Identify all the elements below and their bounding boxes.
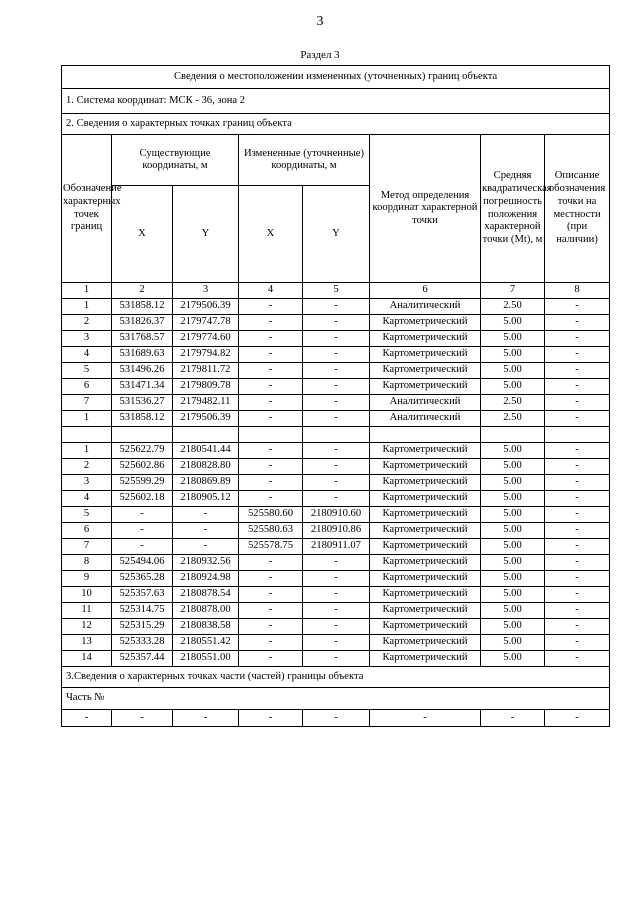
- existing-y-cell: -: [173, 507, 239, 523]
- method-cell: Картометрический: [370, 523, 481, 539]
- description-cell: -: [545, 507, 610, 523]
- table-row: [62, 651, 610, 667]
- description-cell: -: [545, 523, 610, 539]
- point-number-cell: 2: [62, 315, 112, 331]
- changed-x-cell: -: [239, 443, 303, 459]
- changed-y-cell: 2180911.07: [303, 539, 370, 555]
- description-cell: -: [545, 363, 610, 379]
- point-number-cell: 13: [62, 635, 112, 651]
- column-number: 5: [303, 283, 370, 299]
- existing-y-cell: -: [173, 710, 239, 727]
- method-cell: Картометрический: [370, 651, 481, 667]
- changed-y-cell: -: [303, 651, 370, 667]
- method-cell: Картометрический: [370, 555, 481, 571]
- table-row: [62, 379, 610, 395]
- existing-x-cell: 525333.28: [112, 635, 173, 651]
- existing-x-cell: 525599.29: [112, 475, 173, 491]
- header-changed-x: X: [239, 186, 303, 283]
- table-row: [62, 619, 610, 635]
- empty-cell: [173, 427, 239, 443]
- table-row: [62, 635, 610, 651]
- existing-x-cell: -: [112, 507, 173, 523]
- table-row: [62, 507, 610, 523]
- method-cell: Картометрический: [370, 459, 481, 475]
- accuracy-cell: 2.50: [481, 395, 545, 411]
- method-cell: Картометрический: [370, 571, 481, 587]
- existing-y-cell: -: [173, 539, 239, 555]
- empty-cell: [62, 427, 112, 443]
- point-number-cell: 10: [62, 587, 112, 603]
- accuracy-cell: 5.00: [481, 651, 545, 667]
- existing-x-cell: 525314.75: [112, 603, 173, 619]
- changed-y-cell: -: [303, 299, 370, 315]
- changed-y-cell: -: [303, 491, 370, 507]
- page-number: 3: [316, 14, 324, 29]
- changed-y-cell: -: [303, 555, 370, 571]
- point-number-cell: 2: [62, 459, 112, 475]
- point-number-cell: 1: [62, 299, 112, 315]
- method-cell: Картометрический: [370, 379, 481, 395]
- changed-y-cell: -: [303, 347, 370, 363]
- accuracy-cell: 5.00: [481, 347, 545, 363]
- point-number-cell: 4: [62, 347, 112, 363]
- existing-x-cell: 531858.12: [112, 299, 173, 315]
- empty-cell: [370, 427, 481, 443]
- changed-y-cell: -: [303, 411, 370, 427]
- changed-x-cell: -: [239, 315, 303, 331]
- method-cell: Аналитический: [370, 395, 481, 411]
- existing-x-cell: 531689.63: [112, 347, 173, 363]
- changed-x-cell: -: [239, 571, 303, 587]
- boundary-points-table: [61, 65, 610, 727]
- method-cell: Картометрический: [370, 347, 481, 363]
- coordinate-system: 1. Система координат: МСК - 36, зона 2: [62, 89, 610, 114]
- point-number-cell: 12: [62, 619, 112, 635]
- accuracy-cell: 5.00: [481, 603, 545, 619]
- changed-x-cell: -: [239, 475, 303, 491]
- accuracy-cell: 5.00: [481, 443, 545, 459]
- empty-cell: [239, 427, 303, 443]
- existing-y-cell: 2180541.44: [173, 443, 239, 459]
- existing-y-cell: 2180878.54: [173, 587, 239, 603]
- accuracy-cell: 5.00: [481, 507, 545, 523]
- changed-x-cell: -: [239, 651, 303, 667]
- description-cell: -: [545, 347, 610, 363]
- header-changed-coords: Измененные (уточненные) координаты, м: [239, 135, 370, 186]
- changed-y-cell: -: [303, 587, 370, 603]
- description-cell: -: [545, 331, 610, 347]
- accuracy-cell: 5.00: [481, 491, 545, 507]
- accuracy-cell: 2.50: [481, 411, 545, 427]
- accuracy-cell: 5.00: [481, 315, 545, 331]
- empty-cell: [112, 427, 173, 443]
- description-cell: -: [545, 299, 610, 315]
- description-cell: -: [545, 395, 610, 411]
- point-number-cell: 1: [62, 443, 112, 459]
- method-cell: Картометрический: [370, 443, 481, 459]
- column-number: 8: [545, 283, 610, 299]
- changed-x-cell: -: [239, 635, 303, 651]
- changed-x-cell: -: [239, 395, 303, 411]
- column-number: 1: [62, 283, 112, 299]
- part-heading: 3.Сведения о характерных точках части (частей) границы объекта: [62, 667, 610, 688]
- accuracy-cell: 5.00: [481, 635, 545, 651]
- accuracy-cell: 5.00: [481, 459, 545, 475]
- changed-y-cell: -: [303, 475, 370, 491]
- changed-x-cell: -: [239, 299, 303, 315]
- description-cell: -: [545, 459, 610, 475]
- existing-y-cell: 2180838.58: [173, 619, 239, 635]
- table-row: [62, 411, 610, 427]
- group-separator-row: [62, 427, 610, 443]
- table-row: [62, 347, 610, 363]
- point-number-cell: 9: [62, 571, 112, 587]
- column-number: 3: [173, 283, 239, 299]
- header-changed-y: Y: [303, 186, 370, 283]
- accuracy-cell: 5.00: [481, 475, 545, 491]
- changed-x-cell: -: [239, 411, 303, 427]
- point-number-cell: 1: [62, 411, 112, 427]
- description-cell: -: [545, 603, 610, 619]
- point-number-cell: 3: [62, 331, 112, 347]
- existing-x-cell: 525602.86: [112, 459, 173, 475]
- section-title: Раздел 3: [300, 49, 340, 61]
- table-row: [62, 523, 610, 539]
- existing-x-cell: 525622.79: [112, 443, 173, 459]
- points-heading: 2. Сведения о характерных точках границ объекта: [62, 114, 610, 135]
- point-number-cell: 8: [62, 555, 112, 571]
- description-cell: -: [545, 491, 610, 507]
- table-row: [62, 315, 610, 331]
- method-cell: Картометрический: [370, 491, 481, 507]
- changed-x-cell: -: [239, 603, 303, 619]
- changed-y-cell: -: [303, 603, 370, 619]
- description-cell: -: [545, 619, 610, 635]
- description-cell: -: [545, 710, 610, 727]
- changed-x-cell: -: [239, 347, 303, 363]
- existing-x-cell: 531496.26: [112, 363, 173, 379]
- column-number: 6: [370, 283, 481, 299]
- column-number: 2: [112, 283, 173, 299]
- point-number-cell: 7: [62, 539, 112, 555]
- column-number: 7: [481, 283, 545, 299]
- changed-x-cell: -: [239, 459, 303, 475]
- changed-y-cell: -: [303, 395, 370, 411]
- method-cell: Аналитический: [370, 299, 481, 315]
- changed-x-cell: 525580.63: [239, 523, 303, 539]
- description-cell: -: [545, 555, 610, 571]
- description-cell: -: [545, 539, 610, 555]
- description-cell: -: [545, 443, 610, 459]
- method-cell: Картометрический: [370, 587, 481, 603]
- point-number-cell: 6: [62, 523, 112, 539]
- changed-y-cell: -: [303, 363, 370, 379]
- accuracy-cell: 5.00: [481, 539, 545, 555]
- table-row: [62, 555, 610, 571]
- changed-x-cell: -: [239, 379, 303, 395]
- point-number-cell: -: [62, 710, 112, 727]
- table-row: [62, 363, 610, 379]
- existing-y-cell: 2179774.60: [173, 331, 239, 347]
- empty-cell: [545, 427, 610, 443]
- point-number-cell: 14: [62, 651, 112, 667]
- empty-cell: [303, 427, 370, 443]
- point-number-cell: 7: [62, 395, 112, 411]
- table-row: [62, 475, 610, 491]
- part-row: [62, 710, 610, 727]
- existing-y-cell: 2179747.78: [173, 315, 239, 331]
- accuracy-cell: 5.00: [481, 363, 545, 379]
- existing-y-cell: 2179482.11: [173, 395, 239, 411]
- existing-x-cell: 531826.37: [112, 315, 173, 331]
- changed-x-cell: -: [239, 587, 303, 603]
- description-cell: -: [545, 315, 610, 331]
- point-number-cell: 11: [62, 603, 112, 619]
- existing-x-cell: 531858.12: [112, 411, 173, 427]
- accuracy-cell: 5.00: [481, 555, 545, 571]
- table-row: [62, 299, 610, 315]
- method-cell: Картометрический: [370, 331, 481, 347]
- existing-y-cell: 2179794.82: [173, 347, 239, 363]
- existing-y-cell: 2180828.80: [173, 459, 239, 475]
- table-title: Сведения о местоположении измененных (уточненных) границ объекта: [62, 66, 610, 89]
- header-existing-coords: Существующие координаты, м: [112, 135, 239, 186]
- existing-x-cell: -: [112, 539, 173, 555]
- changed-x-cell: -: [239, 491, 303, 507]
- table-row: [62, 603, 610, 619]
- header-designation: Обозначение характерных точек границ: [62, 135, 112, 283]
- point-number-cell: 4: [62, 491, 112, 507]
- existing-x-cell: -: [112, 710, 173, 727]
- table-row: [62, 539, 610, 555]
- accuracy-cell: 5.00: [481, 331, 545, 347]
- column-number: 4: [239, 283, 303, 299]
- existing-x-cell: 525365.28: [112, 571, 173, 587]
- changed-y-cell: -: [303, 315, 370, 331]
- point-number-cell: 5: [62, 363, 112, 379]
- method-cell: Картометрический: [370, 363, 481, 379]
- method-cell: Аналитический: [370, 411, 481, 427]
- existing-x-cell: 531471.34: [112, 379, 173, 395]
- changed-y-cell: -: [303, 379, 370, 395]
- changed-y-cell: 2180910.86: [303, 523, 370, 539]
- table-row: [62, 587, 610, 603]
- point-number-cell: 6: [62, 379, 112, 395]
- table-row: [62, 491, 610, 507]
- existing-x-cell: 525494.06: [112, 555, 173, 571]
- changed-y-cell: -: [303, 710, 370, 727]
- accuracy-cell: 5.00: [481, 587, 545, 603]
- method-cell: Картометрический: [370, 635, 481, 651]
- point-number-cell: 5: [62, 507, 112, 523]
- accuracy-cell: 2.50: [481, 299, 545, 315]
- existing-x-cell: -: [112, 523, 173, 539]
- description-cell: -: [545, 379, 610, 395]
- column-number-row: [62, 283, 610, 299]
- empty-cell: [481, 427, 545, 443]
- table-row: [62, 459, 610, 475]
- changed-x-cell: -: [239, 619, 303, 635]
- existing-y-cell: 2179506.39: [173, 411, 239, 427]
- existing-x-cell: 531536.27: [112, 395, 173, 411]
- description-cell: -: [545, 411, 610, 427]
- existing-x-cell: 525357.44: [112, 651, 173, 667]
- changed-x-cell: -: [239, 331, 303, 347]
- existing-x-cell: 525602.18: [112, 491, 173, 507]
- changed-y-cell: -: [303, 443, 370, 459]
- changed-y-cell: 2180910.60: [303, 507, 370, 523]
- method-cell: Картометрический: [370, 475, 481, 491]
- header-description: Описание обозначения точки на местности (при наличии): [545, 135, 610, 283]
- existing-y-cell: -: [173, 523, 239, 539]
- existing-y-cell: 2180905.12: [173, 491, 239, 507]
- changed-x-cell: -: [239, 710, 303, 727]
- method-cell: Картометрический: [370, 603, 481, 619]
- existing-y-cell: 2180924.98: [173, 571, 239, 587]
- changed-y-cell: -: [303, 571, 370, 587]
- method-cell: Картометрический: [370, 507, 481, 523]
- table-row: [62, 331, 610, 347]
- changed-x-cell: -: [239, 555, 303, 571]
- changed-x-cell: 525578.75: [239, 539, 303, 555]
- existing-y-cell: 2179809.78: [173, 379, 239, 395]
- accuracy-cell: 5.00: [481, 379, 545, 395]
- accuracy-cell: 5.00: [481, 523, 545, 539]
- description-cell: -: [545, 587, 610, 603]
- table-row: [62, 443, 610, 459]
- existing-y-cell: 2180878.00: [173, 603, 239, 619]
- description-cell: -: [545, 475, 610, 491]
- changed-x-cell: -: [239, 363, 303, 379]
- existing-y-cell: 2180551.42: [173, 635, 239, 651]
- accuracy-cell: 5.00: [481, 619, 545, 635]
- table-row: [62, 395, 610, 411]
- existing-y-cell: 2179811.72: [173, 363, 239, 379]
- accuracy-cell: 5.00: [481, 571, 545, 587]
- table-row: [62, 571, 610, 587]
- existing-x-cell: 531768.57: [112, 331, 173, 347]
- existing-y-cell: 2180932.56: [173, 555, 239, 571]
- existing-y-cell: 2180551.00: [173, 651, 239, 667]
- changed-x-cell: 525580.60: [239, 507, 303, 523]
- changed-y-cell: -: [303, 459, 370, 475]
- part-label: Часть №: [62, 688, 610, 710]
- point-number-cell: 3: [62, 475, 112, 491]
- header-existing-y: Y: [173, 186, 239, 283]
- changed-y-cell: -: [303, 619, 370, 635]
- accuracy-cell: -: [481, 710, 545, 727]
- method-cell: Картометрический: [370, 315, 481, 331]
- description-cell: -: [545, 651, 610, 667]
- method-cell: -: [370, 710, 481, 727]
- existing-y-cell: 2179506.39: [173, 299, 239, 315]
- existing-y-cell: 2180869.89: [173, 475, 239, 491]
- changed-y-cell: -: [303, 331, 370, 347]
- description-cell: -: [545, 571, 610, 587]
- description-cell: -: [545, 635, 610, 651]
- method-cell: Картометрический: [370, 539, 481, 555]
- header-method: Метод определения координат характерной точки: [370, 135, 481, 283]
- existing-x-cell: 525315.29: [112, 619, 173, 635]
- changed-y-cell: -: [303, 635, 370, 651]
- existing-x-cell: 525357.63: [112, 587, 173, 603]
- header-accuracy: Средняя квадратическая погрешность положения характерной точки (Mt), м: [481, 135, 545, 283]
- method-cell: Картометрический: [370, 619, 481, 635]
- header-existing-x: X: [112, 186, 173, 283]
